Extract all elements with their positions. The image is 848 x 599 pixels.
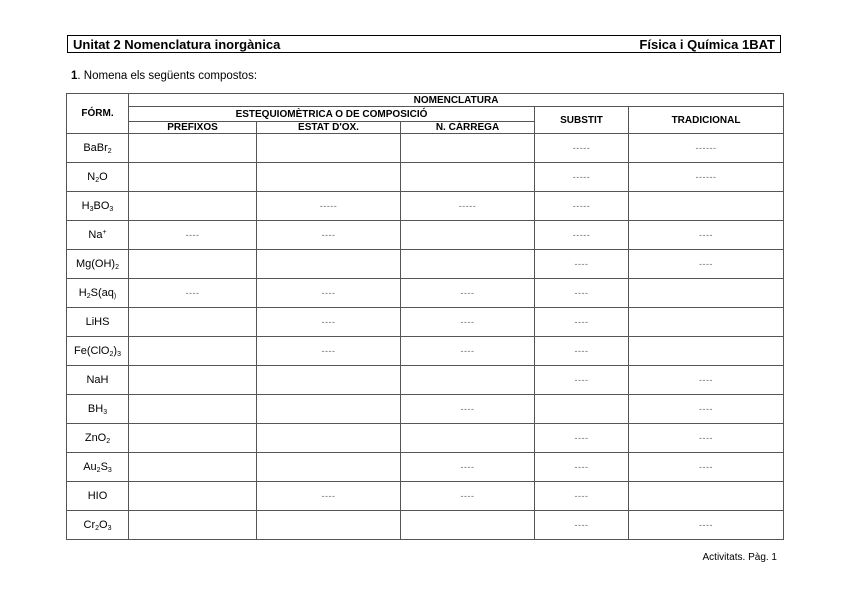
header-n-carrega: N. CÀRREGA: [401, 122, 535, 134]
cell-n-carrega[interactable]: [401, 511, 535, 540]
cell-n-carrega[interactable]: [401, 192, 535, 221]
cell-tradicional[interactable]: [629, 395, 784, 424]
cell-substit[interactable]: [535, 250, 629, 279]
formula-part: O: [99, 518, 108, 531]
cell-n-carrega[interactable]: [401, 424, 535, 453]
formula-part: ): [113, 292, 117, 300]
table-row: [67, 395, 784, 424]
formula-cell: [67, 192, 129, 221]
header-formula: FÓRM.: [67, 94, 129, 134]
cell-n-carrega[interactable]: [401, 482, 535, 511]
cell-estat-ox[interactable]: [257, 134, 401, 163]
cell-tradicional[interactable]: [629, 511, 784, 540]
cell-estat-ox[interactable]: [257, 482, 401, 511]
table-row: [67, 279, 784, 308]
cell-value: ----: [699, 259, 714, 269]
cell-n-carrega[interactable]: [401, 250, 535, 279]
formula-cell: [67, 453, 129, 482]
cell-value: -----: [572, 201, 591, 211]
table-row: [67, 134, 784, 163]
cell-n-carrega[interactable]: [401, 395, 535, 424]
cell-value: ----: [699, 520, 714, 530]
cell-prefixos[interactable]: [129, 134, 257, 163]
formula-cell: [67, 221, 129, 250]
cell-substit[interactable]: [535, 192, 629, 221]
formula-cell: [67, 511, 129, 540]
cell-value: ----: [574, 259, 589, 269]
formula-part: Cr: [83, 518, 96, 531]
header-tradicional: TRADICIONAL: [629, 107, 784, 134]
formula-part: 3: [117, 350, 121, 358]
cell-substit[interactable]: [535, 279, 629, 308]
cell-value: ----: [574, 346, 589, 356]
cell-n-carrega[interactable]: [401, 279, 535, 308]
cell-tradicional[interactable]: [629, 337, 784, 366]
formula-cell: [67, 366, 129, 395]
formula-part: NaH: [86, 374, 109, 386]
formula-part: LiHS: [85, 316, 110, 328]
formula-part: 3: [107, 466, 112, 474]
cell-estat-ox[interactable]: [257, 250, 401, 279]
formula-part: S(aq: [90, 286, 114, 299]
header-nomenclatura: NOMENCLATURA: [129, 94, 784, 107]
cell-value: ----: [574, 433, 589, 443]
formula-part: BaBr: [83, 141, 108, 154]
table-row: [67, 511, 784, 540]
formula-cell: [67, 163, 129, 192]
header-substit: SUBSTIT: [535, 107, 629, 134]
table-row: [67, 453, 784, 482]
formula-part: S: [100, 460, 108, 473]
cell-tradicional[interactable]: [629, 366, 784, 395]
cell-value: -----: [458, 201, 477, 211]
cell-value: ----: [460, 491, 475, 501]
cell-prefixos[interactable]: [129, 192, 257, 221]
cell-n-carrega[interactable]: [401, 453, 535, 482]
formula-part: 2: [86, 292, 91, 300]
cell-prefixos[interactable]: [129, 366, 257, 395]
formula-part: H: [81, 199, 90, 212]
formula-part: ZnO: [84, 431, 107, 444]
cell-value: ----: [321, 491, 336, 501]
cell-value: ----: [185, 288, 200, 298]
cell-value: ------: [695, 143, 717, 153]
formula-cell: [67, 250, 129, 279]
cell-estat-ox[interactable]: [257, 337, 401, 366]
unit-title: Unitat 2 Nomenclatura inorgànica: [73, 36, 281, 52]
cell-tradicional[interactable]: [629, 134, 784, 163]
cell-value: ----: [574, 375, 589, 385]
cell-value: ----: [460, 317, 475, 327]
cell-value: ----: [321, 346, 336, 356]
cell-substit[interactable]: [535, 453, 629, 482]
cell-estat-ox[interactable]: [257, 453, 401, 482]
cell-tradicional[interactable]: [629, 221, 784, 250]
cell-value: ----: [574, 462, 589, 472]
cell-tradicional[interactable]: [629, 192, 784, 221]
formula-part: HIO: [87, 490, 108, 502]
cell-substit[interactable]: [535, 366, 629, 395]
formula-cell: [67, 134, 129, 163]
cell-value: ----: [185, 230, 200, 240]
cell-value: ----: [460, 288, 475, 298]
page-header: [67, 35, 781, 53]
cell-substit[interactable]: [535, 308, 629, 337]
formula-part: Au: [83, 460, 97, 473]
cell-tradicional[interactable]: [629, 279, 784, 308]
formula-part: N: [87, 170, 96, 183]
cell-tradicional[interactable]: [629, 308, 784, 337]
nomenclature-table: [66, 93, 784, 540]
formula-cell: [67, 424, 129, 453]
cell-value: ----: [699, 230, 714, 240]
cell-tradicional[interactable]: [629, 424, 784, 453]
cell-value: ----: [574, 317, 589, 327]
cell-estat-ox[interactable]: [257, 163, 401, 192]
formula-part: 2: [95, 176, 100, 184]
cell-value: ----: [574, 491, 589, 501]
header-estat-ox: ESTAT D'OX.: [257, 122, 401, 134]
formula-part: Na: [88, 229, 103, 241]
cell-prefixos[interactable]: [129, 221, 257, 250]
formula-part: Fe(ClO: [74, 344, 110, 357]
cell-n-carrega[interactable]: [401, 308, 535, 337]
page-footer: Activitats. Pàg. 1: [702, 552, 777, 563]
cell-value: ----: [574, 520, 589, 530]
cell-prefixos[interactable]: [129, 337, 257, 366]
cell-value: -----: [572, 143, 591, 153]
formula-cell: [67, 279, 129, 308]
cell-prefixos[interactable]: [129, 163, 257, 192]
cell-prefixos[interactable]: [129, 308, 257, 337]
formula-part: 2: [107, 147, 112, 155]
cell-value: ----: [460, 462, 475, 472]
table-body: [67, 134, 784, 540]
cell-tradicional[interactable]: [629, 453, 784, 482]
cell-value: ----: [321, 288, 336, 298]
table-row: [67, 482, 784, 511]
cell-n-carrega[interactable]: [401, 163, 535, 192]
cell-estat-ox[interactable]: [257, 308, 401, 337]
cell-prefixos[interactable]: [129, 482, 257, 511]
cell-value: -----: [572, 230, 591, 240]
cell-estat-ox[interactable]: [257, 511, 401, 540]
table-row: [67, 192, 784, 221]
cell-tradicional[interactable]: [629, 482, 784, 511]
cell-substit[interactable]: [535, 221, 629, 250]
cell-value: ------: [695, 172, 717, 182]
formula-part: 2: [109, 350, 114, 358]
formula-part: Mg(OH): [75, 257, 116, 270]
cell-value: -----: [572, 172, 591, 182]
cell-substit[interactable]: [535, 337, 629, 366]
cell-n-carrega[interactable]: [401, 221, 535, 250]
table-row: [67, 221, 784, 250]
cell-estat-ox[interactable]: [257, 279, 401, 308]
formula-part: 2: [106, 437, 111, 445]
formula-cell: [67, 308, 129, 337]
cell-n-carrega[interactable]: [401, 337, 535, 366]
cell-value: ----: [321, 230, 336, 240]
table-row: [67, 366, 784, 395]
header-estequiometrica: ESTEQUIOMÈTRICA O DE COMPOSICIÓ: [129, 107, 535, 122]
cell-value: ----: [574, 288, 589, 298]
table-row: [67, 250, 784, 279]
formula-part: 2: [115, 263, 119, 271]
cell-substit[interactable]: [535, 134, 629, 163]
table-row: [67, 163, 784, 192]
formula-cell: [67, 337, 129, 366]
cell-prefixos[interactable]: [129, 395, 257, 424]
table-row: [67, 337, 784, 366]
cell-estat-ox[interactable]: [257, 395, 401, 424]
table-row: [67, 424, 784, 453]
header-prefixos: PREFIXOS: [129, 122, 257, 134]
formula-part: BH: [87, 402, 104, 415]
formula-part: 3: [103, 408, 108, 416]
cell-tradicional[interactable]: [629, 250, 784, 279]
cell-estat-ox[interactable]: [257, 192, 401, 221]
cell-value: ----: [460, 404, 475, 414]
formula-part: 3: [107, 524, 112, 532]
exercise-prompt: [71, 70, 257, 82]
exercise-number: 1: [71, 70, 78, 82]
cell-substit[interactable]: [535, 424, 629, 453]
cell-substit[interactable]: [535, 163, 629, 192]
cell-prefixos[interactable]: [129, 453, 257, 482]
table-row: [67, 308, 784, 337]
formula-part: H: [78, 286, 87, 299]
cell-value: ----: [699, 433, 714, 443]
formula-part: ): [113, 344, 118, 357]
course-name: Física i Química 1BAT: [639, 36, 775, 52]
cell-value: ----: [699, 375, 714, 385]
formula-part: 3: [89, 205, 94, 213]
cell-substit[interactable]: [535, 482, 629, 511]
cell-value: ----: [460, 346, 475, 356]
cell-substit[interactable]: [535, 511, 629, 540]
cell-value: ----: [321, 317, 336, 327]
cell-value: -----: [319, 201, 338, 211]
cell-tradicional[interactable]: [629, 163, 784, 192]
cell-estat-ox[interactable]: [257, 221, 401, 250]
formula-part: 2: [96, 466, 101, 474]
cell-n-carrega[interactable]: [401, 366, 535, 395]
cell-prefixos[interactable]: [129, 250, 257, 279]
cell-estat-ox[interactable]: [257, 366, 401, 395]
cell-n-carrega[interactable]: [401, 134, 535, 163]
cell-prefixos[interactable]: [129, 279, 257, 308]
formula-part: +: [102, 229, 107, 236]
cell-substit[interactable]: [535, 395, 629, 424]
cell-prefixos[interactable]: [129, 424, 257, 453]
cell-value: ----: [699, 404, 714, 414]
formula-part: 3: [109, 205, 114, 213]
formula-part: 2: [95, 524, 100, 532]
formula-cell: [67, 482, 129, 511]
formula-cell: [67, 395, 129, 424]
cell-prefixos[interactable]: [129, 511, 257, 540]
formula-part: O: [99, 170, 108, 183]
exercise-text: . Nomena els següents compostos:: [77, 70, 258, 82]
formula-part: BO: [93, 199, 110, 212]
cell-estat-ox[interactable]: [257, 424, 401, 453]
cell-value: ----: [699, 462, 714, 472]
